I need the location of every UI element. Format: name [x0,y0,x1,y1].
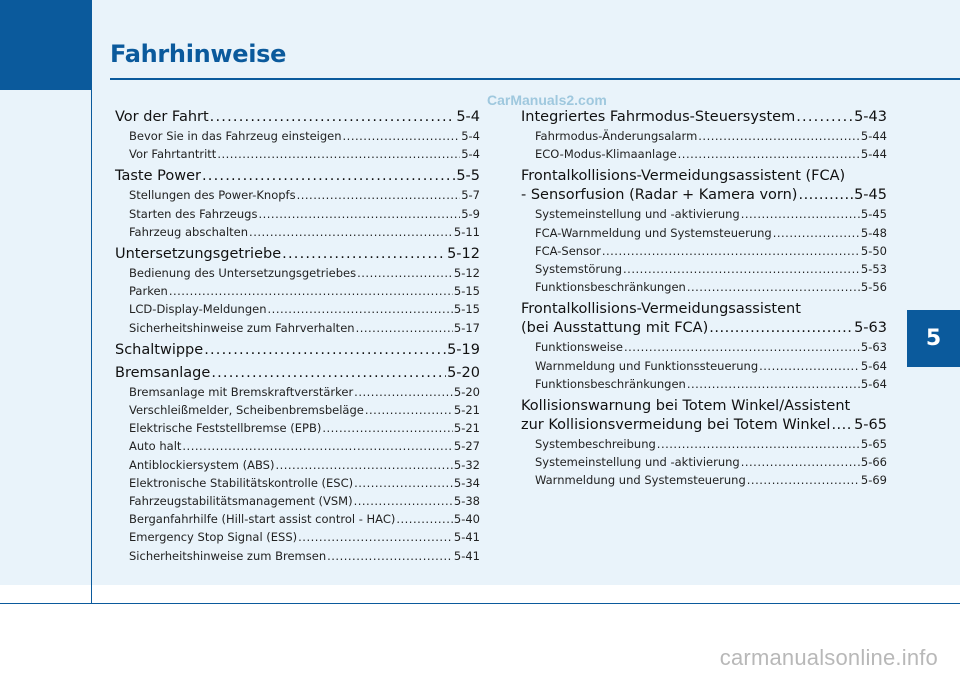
dot-leader [623,260,860,278]
dot-leader [298,528,453,546]
toc-section [115,245,480,337]
toc-entry[interactable] [115,456,480,474]
chapter-tab[interactable] [907,310,960,367]
entry-label: Elektrische Feststellbremse (EPB) [129,421,322,436]
dot-leader [798,186,853,205]
entry-label: Bremsanlage mit Bremskraftverstärker [129,384,354,399]
dot-leader [297,186,461,204]
toc-entry[interactable] [521,224,887,242]
entry-page: 5-64 [860,358,887,373]
dot-leader [217,145,460,163]
entry-label: Sicherheitshinweise zum Bremsen [129,548,327,563]
entry-label: Emergency Stop Signal (ESS) [129,530,298,545]
toc-right-column [521,108,887,494]
toc-entry[interactable] [115,547,480,565]
toc-entry[interactable] [521,375,887,393]
entry-label: Parken [129,284,168,299]
toc-entry[interactable] [115,127,480,145]
toc-entry[interactable] [115,419,480,437]
toc-entry[interactable] [521,453,887,471]
toc-entry[interactable] [521,127,887,145]
chapter-number: 5 [925,326,942,351]
section-title: Untersetzungsgetriebe [115,246,282,263]
entry-label: Sicherheitshinweise zum Fahrverhalten [129,320,355,335]
entry-page: 5-44 [860,129,887,143]
entry-label: Funktionsbeschränkungen [535,376,686,391]
section-title: Vor der Fahrt [115,109,209,125]
entry-page: 5-12 [453,266,480,281]
section-heading[interactable] [115,245,480,264]
dot-leader [678,145,860,163]
entry-page: 5-4 [461,129,480,143]
toc-entry[interactable] [115,401,480,419]
entry-page: 5-44 [860,147,887,162]
entry-label: Warnmeldung und Systemsteuerung [535,473,746,488]
toc-entry[interactable] [115,264,480,282]
entry-page: 5-15 [453,302,480,317]
dot-leader [741,205,860,223]
section-title-row [521,319,887,338]
entry-label: Antiblockiersystem (ABS) [129,457,275,472]
section-heading[interactable] [115,341,480,360]
section-page: 5-4 [456,109,480,125]
entry-page: 5-40 [453,512,480,527]
section-page: 5-12 [447,246,480,263]
toc-entry[interactable] [115,383,480,401]
entry-label: FCA-Sensor [535,243,601,258]
dot-leader [796,108,853,127]
entry-label: Fahrzeugstabilitätsmanagement (VSM) [129,494,353,509]
section-page: 5-43 [854,109,887,125]
dot-leader [741,453,860,471]
toc-entry[interactable] [521,357,887,375]
header-color-strip [0,0,91,90]
entry-label: Systemstörung [535,262,623,277]
dot-leader [831,416,853,435]
section-heading[interactable] [521,300,887,338]
page-title: Fahrhinweise [110,40,287,68]
entry-label: Bedienung des Untersetzungsgetriebes [129,266,357,281]
entry-page: 5-7 [461,188,480,203]
entry-label: Fahrmodus-Änderungsalarm [535,129,698,143]
entry-page: 5-17 [453,320,480,335]
toc-entry[interactable] [521,205,887,223]
toc-entry[interactable] [115,528,480,546]
dot-leader [356,319,453,337]
toc-entry[interactable] [521,338,887,356]
toc-entry[interactable] [115,510,480,528]
entry-label: ECO-Modus-Klimaanlage [535,147,677,162]
dot-leader [624,338,860,356]
entry-label: Funktionsbeschränkungen [535,280,686,295]
entry-label: Systemeinstellung und -aktivierung [535,207,740,222]
toc-entry[interactable] [115,437,480,455]
watermark-top: CarManuals2.com [487,92,607,108]
dot-leader [210,108,456,127]
section-title: (bei Ausstattung mit FCA) [521,320,709,337]
entry-label: Auto halt [129,439,182,454]
dot-leader [343,127,461,145]
entry-page: 5-32 [453,457,480,472]
section-page: 5-65 [854,417,887,434]
section-title: Schaltwippe [115,341,204,358]
section-page: 5-45 [854,187,887,204]
entry-label: FCA-Warnmeldung und Systemsteuerung [535,225,772,240]
entry-label: Systemeinstellung und -aktivierung [535,455,740,470]
section-title-row [521,186,887,205]
entry-label: Verschleißmelder, Scheibenbremsbeläge [129,403,364,418]
toc-section [521,167,887,296]
dot-leader [258,205,460,223]
section-page: 5-20 [447,364,480,381]
entry-page: 5-34 [453,475,480,490]
dot-leader [169,282,453,300]
dot-leader [204,341,446,360]
entry-label: Systembeschreibung [535,437,656,452]
entry-page: 5-11 [453,224,480,239]
toc-entry[interactable] [115,474,480,492]
toc-section [521,397,887,490]
dot-leader [327,547,453,565]
toc-entry[interactable] [115,492,480,510]
section-title-line1: Frontalkollisions-Vermeidungsassistent (FCA) [521,168,846,185]
dot-leader [322,419,453,437]
entry-label: Bevor Sie in das Fahrzeug einsteigen [129,129,342,143]
entry-page: 5-53 [860,262,887,277]
entry-page: 5-64 [860,376,887,391]
entry-page: 5-45 [860,207,887,222]
entry-label: Berganfahrhilfe (Hill-start assist control - HAC) [129,512,396,527]
entry-page: 5-48 [860,225,887,240]
toc-entry[interactable] [115,300,480,318]
entry-page: 5-66 [860,455,887,470]
toc-section [115,167,480,241]
entry-page: 5-41 [453,530,480,545]
toc-section [115,341,480,360]
section-title-line1: Frontalkollisions-Vermeidungsassistent [521,301,801,318]
dot-leader [759,357,860,375]
dot-leader [211,364,446,383]
entry-page: 5-21 [453,403,480,418]
entry-label: Vor Fahrtantritt [129,147,217,162]
toc-section [521,108,887,163]
horizontal-divider [0,603,960,604]
dot-leader [249,223,453,241]
toc-entry[interactable] [115,205,480,223]
dot-leader [698,127,860,145]
section-heading[interactable] [115,167,480,186]
entry-page: 5-41 [453,548,480,563]
dot-leader [182,437,452,455]
dot-leader [773,224,860,242]
entry-page: 5-15 [453,284,480,299]
dot-leader [354,474,453,492]
toc-entry[interactable] [521,435,887,453]
section-title: Integriertes Fahrmodus-Steuersystem [521,109,796,125]
entry-label: Fahrzeug abschalten [129,224,249,239]
dot-leader [687,278,860,296]
toc-entry[interactable] [115,282,480,300]
dot-leader [365,401,453,419]
entry-page: 5-50 [860,243,887,258]
entry-page: 5-21 [453,421,480,436]
section-title-line1: Kollisionswarnung bei Totem Winkel/Assistent [521,398,851,415]
section-heading[interactable] [115,364,480,383]
section-heading[interactable] [115,108,480,127]
toc-section [115,108,480,163]
watermark-bottom: carmanualsonline.info [719,645,938,670]
entry-label: Funktionsweise [535,340,623,355]
dot-leader [396,510,453,528]
entry-page: 5-4 [461,147,480,162]
section-heading[interactable] [521,397,887,435]
dot-leader [202,167,455,186]
toc-entry[interactable] [521,278,887,296]
toc-entry[interactable] [115,223,480,241]
vertical-divider [91,0,92,604]
section-page: 5-19 [447,341,480,358]
section-heading[interactable] [521,167,887,205]
toc-entry[interactable] [521,145,887,163]
toc-entry[interactable] [521,471,887,489]
entry-label: Starten des Fahrzeugs [129,206,258,221]
entry-page: 5-63 [860,340,887,355]
section-title-row [521,416,887,435]
toc-entry[interactable] [115,319,480,337]
section-title: Taste Power [115,168,201,185]
entry-page: 5-56 [860,280,887,295]
section-page: 5-63 [854,320,887,337]
section-heading[interactable] [521,108,887,127]
dot-leader [709,319,853,338]
dot-leader [687,375,860,393]
entry-page: 5-69 [860,473,887,488]
dot-leader [657,435,860,453]
section-page: 5-5 [456,168,480,185]
section-title: - Sensorfusion (Radar + Kamera vorn) [521,187,798,204]
toc-entry[interactable] [521,242,887,260]
toc-left-column [115,108,480,569]
section-title: Bremsanlage [115,364,211,381]
dot-leader [282,245,446,264]
dot-leader [602,242,860,260]
title-underline [110,78,960,80]
toc-entry[interactable] [115,186,480,204]
toc-section [521,300,887,393]
dot-leader [275,456,452,474]
entry-page: 5-65 [860,437,887,452]
entry-label: Elektronische Stabilitätskontrolle (ESC) [129,475,354,490]
entry-page: 5-20 [453,384,480,399]
toc-entry[interactable] [115,145,480,163]
dot-leader [354,492,453,510]
entry-label: Stellungen des Power-Knopfs [129,188,296,203]
dot-leader [354,383,453,401]
dot-leader [357,264,453,282]
entry-page: 5-38 [453,494,480,509]
dot-leader [747,471,860,489]
entry-label: Warnmeldung und Funktionssteuerung [535,358,759,373]
toc-entry[interactable] [521,260,887,278]
dot-leader [268,300,453,318]
entry-label: LCD-Display-Meldungen [129,302,267,317]
section-title: zur Kollisionsvermeidung bei Totem Winkel [521,417,831,434]
entry-page: 5-27 [453,439,480,454]
entry-page: 5-9 [461,206,480,221]
toc-section [115,364,480,565]
